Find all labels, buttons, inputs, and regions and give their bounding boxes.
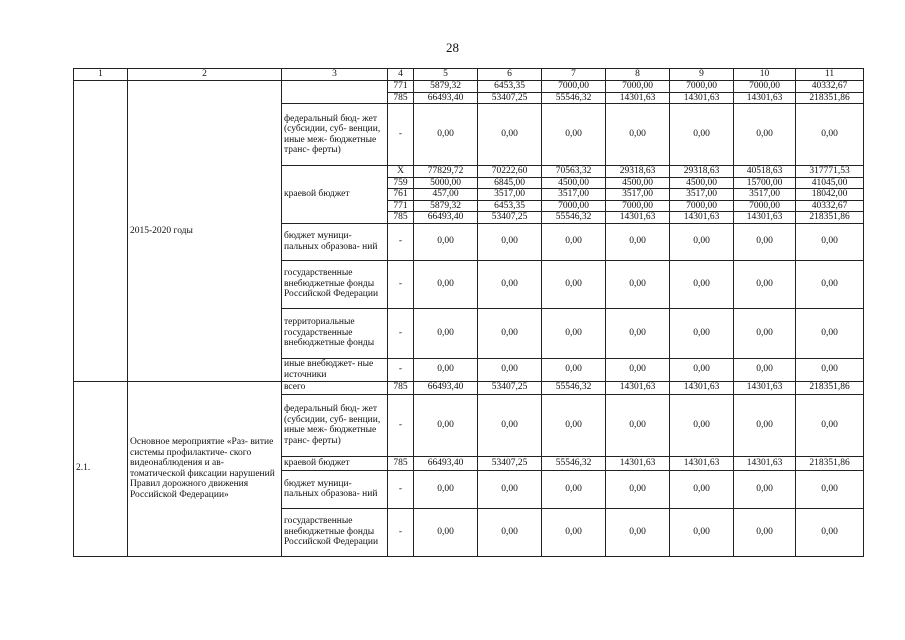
item-period: 2015-2020 годы bbox=[128, 81, 282, 382]
value-cell: 0,00 bbox=[796, 394, 864, 456]
value-cell: 218351,86 bbox=[796, 92, 864, 104]
value-cell: 55546,32 bbox=[542, 212, 606, 224]
value-cell: 0,00 bbox=[414, 104, 478, 166]
value-cell: 7000,00 bbox=[734, 81, 796, 93]
value-cell: 53407,25 bbox=[478, 381, 542, 394]
value-cell: 3517,00 bbox=[542, 189, 606, 201]
value-cell: 0,00 bbox=[606, 394, 670, 456]
value-cell: 6845,00 bbox=[478, 177, 542, 189]
value-cell: 14301,63 bbox=[734, 456, 796, 470]
value-cell: 4500,00 bbox=[670, 177, 734, 189]
value-cell: 66493,40 bbox=[414, 456, 478, 470]
value-cell: 14301,63 bbox=[670, 381, 734, 394]
item-number: 2.1. bbox=[74, 381, 128, 556]
table-row bbox=[74, 81, 864, 93]
value-cell: 14301,63 bbox=[734, 381, 796, 394]
value-cell: 77829,72 bbox=[414, 166, 478, 178]
value-cell: 55546,32 bbox=[542, 381, 606, 394]
kbk-code: 785 bbox=[388, 381, 414, 394]
item-number bbox=[74, 81, 128, 382]
value-cell: 0,00 bbox=[542, 260, 606, 308]
source-label: территориальные государственные внебюджетные фонды bbox=[282, 308, 388, 358]
source-label: всего bbox=[282, 381, 388, 394]
value-cell: 14301,63 bbox=[606, 381, 670, 394]
value-cell: 0,00 bbox=[670, 394, 734, 456]
column-header: 10 bbox=[734, 69, 796, 81]
kbk-code: - bbox=[388, 508, 414, 556]
value-cell: 0,00 bbox=[734, 223, 796, 260]
source-label: государственные внебюджетные фонды Российской Федерации bbox=[282, 508, 388, 556]
value-cell: 3517,00 bbox=[606, 189, 670, 201]
kbk-code: - bbox=[388, 104, 414, 166]
value-cell: 0,00 bbox=[414, 308, 478, 358]
kbk-code: - bbox=[388, 260, 414, 308]
kbk-code: 761 bbox=[388, 189, 414, 201]
kbk-code: 785 bbox=[388, 92, 414, 104]
value-cell: 40332,67 bbox=[796, 200, 864, 212]
value-cell: 457,00 bbox=[414, 189, 478, 201]
source-label: краевой бюджет bbox=[282, 166, 388, 224]
value-cell: 6453,35 bbox=[478, 200, 542, 212]
table-row bbox=[74, 381, 864, 394]
value-cell: 0,00 bbox=[796, 470, 864, 508]
column-header: 1 bbox=[74, 69, 128, 81]
value-cell: 5879,32 bbox=[414, 81, 478, 93]
column-header: 11 bbox=[796, 69, 864, 81]
source-label: федеральный бюд- жет (субсидии, суб- венции, иные меж- бюджетные транс- ферты) bbox=[282, 104, 388, 166]
value-cell: 0,00 bbox=[606, 223, 670, 260]
value-cell: 0,00 bbox=[670, 308, 734, 358]
value-cell: 0,00 bbox=[478, 394, 542, 456]
value-cell: 55546,32 bbox=[542, 92, 606, 104]
value-cell: 0,00 bbox=[606, 508, 670, 556]
value-cell: 0,00 bbox=[734, 470, 796, 508]
kbk-code: 785 bbox=[388, 212, 414, 224]
value-cell: 0,00 bbox=[414, 223, 478, 260]
value-cell: 5000,00 bbox=[414, 177, 478, 189]
value-cell: 0,00 bbox=[542, 223, 606, 260]
column-header-row bbox=[74, 69, 864, 81]
column-header: 8 bbox=[606, 69, 670, 81]
value-cell: 7000,00 bbox=[542, 200, 606, 212]
value-cell: 14301,63 bbox=[670, 212, 734, 224]
value-cell: 0,00 bbox=[670, 223, 734, 260]
value-cell: 0,00 bbox=[542, 508, 606, 556]
value-cell: 0,00 bbox=[478, 104, 542, 166]
value-cell: 218351,86 bbox=[796, 381, 864, 394]
value-cell: 0,00 bbox=[796, 358, 864, 381]
value-cell: 14301,63 bbox=[734, 212, 796, 224]
value-cell: 3517,00 bbox=[734, 189, 796, 201]
budget-table bbox=[73, 68, 864, 557]
item-title: Основное мероприятие «Раз- витие системы профилактиче- ского видеонаблюдения и ав- томатической фиксации нарушений Правил дорожного движения Российской Федерации» bbox=[128, 381, 282, 556]
value-cell: 218351,86 bbox=[796, 212, 864, 224]
value-cell: 7000,00 bbox=[670, 81, 734, 93]
value-cell: 14301,63 bbox=[606, 92, 670, 104]
value-cell: 66493,40 bbox=[414, 92, 478, 104]
value-cell: 3517,00 bbox=[670, 189, 734, 201]
value-cell: 0,00 bbox=[734, 508, 796, 556]
value-cell: 0,00 bbox=[542, 104, 606, 166]
value-cell: 40332,67 bbox=[796, 81, 864, 93]
column-header: 7 bbox=[542, 69, 606, 81]
value-cell: 0,00 bbox=[414, 508, 478, 556]
value-cell: 0,00 bbox=[478, 470, 542, 508]
value-cell: 53407,25 bbox=[478, 456, 542, 470]
source-label: государственные внебюджетные фонды Российской Федерации bbox=[282, 260, 388, 308]
value-cell: 0,00 bbox=[796, 260, 864, 308]
value-cell: 70563,32 bbox=[542, 166, 606, 178]
value-cell: 14301,63 bbox=[734, 92, 796, 104]
value-cell: 7000,00 bbox=[606, 200, 670, 212]
value-cell: 4500,00 bbox=[542, 177, 606, 189]
value-cell: 3517,00 bbox=[478, 189, 542, 201]
value-cell: 5879,32 bbox=[414, 200, 478, 212]
column-header: 6 bbox=[478, 69, 542, 81]
value-cell: 41045,00 bbox=[796, 177, 864, 189]
value-cell: 0,00 bbox=[414, 394, 478, 456]
kbk-code: 771 bbox=[388, 81, 414, 93]
value-cell: 0,00 bbox=[796, 104, 864, 166]
kbk-code: 785 bbox=[388, 456, 414, 470]
value-cell: 6453,35 bbox=[478, 81, 542, 93]
column-header: 3 bbox=[282, 69, 388, 81]
value-cell: 0,00 bbox=[478, 308, 542, 358]
value-cell: 14301,63 bbox=[606, 456, 670, 470]
value-cell: 0,00 bbox=[734, 358, 796, 381]
value-cell: 18042,00 bbox=[796, 189, 864, 201]
value-cell: 0,00 bbox=[734, 394, 796, 456]
value-cell: 0,00 bbox=[734, 104, 796, 166]
kbk-code: - bbox=[388, 358, 414, 381]
value-cell: 0,00 bbox=[414, 358, 478, 381]
value-cell: 0,00 bbox=[670, 508, 734, 556]
value-cell: 0,00 bbox=[796, 308, 864, 358]
source-label: бюджет муници- пальных образова- ний bbox=[282, 470, 388, 508]
kbk-code: - bbox=[388, 308, 414, 358]
value-cell: 0,00 bbox=[670, 104, 734, 166]
source-label: федеральный бюд- жет (субсидии, суб- венции, иные меж- бюджетные транс- ферты) bbox=[282, 394, 388, 456]
value-cell: 14301,63 bbox=[670, 456, 734, 470]
value-cell: 4500,00 bbox=[606, 177, 670, 189]
value-cell: 0,00 bbox=[414, 260, 478, 308]
kbk-code: 771 bbox=[388, 200, 414, 212]
kbk-code: X bbox=[388, 166, 414, 178]
value-cell: 0,00 bbox=[478, 260, 542, 308]
column-header: 2 bbox=[128, 69, 282, 81]
value-cell: 0,00 bbox=[734, 308, 796, 358]
kbk-code: - bbox=[388, 394, 414, 456]
value-cell: 0,00 bbox=[796, 508, 864, 556]
value-cell: 0,00 bbox=[670, 358, 734, 381]
value-cell: 53407,25 bbox=[478, 212, 542, 224]
value-cell: 0,00 bbox=[478, 223, 542, 260]
value-cell: 218351,86 bbox=[796, 456, 864, 470]
value-cell: 7000,00 bbox=[542, 81, 606, 93]
value-cell: 53407,25 bbox=[478, 92, 542, 104]
page-number: 28 bbox=[446, 40, 459, 55]
value-cell: 7000,00 bbox=[606, 81, 670, 93]
value-cell: 55546,32 bbox=[542, 456, 606, 470]
value-cell: 29318,63 bbox=[670, 166, 734, 178]
value-cell: 0,00 bbox=[734, 260, 796, 308]
value-cell: 0,00 bbox=[606, 308, 670, 358]
value-cell: 40518,63 bbox=[734, 166, 796, 178]
value-cell: 0,00 bbox=[478, 358, 542, 381]
value-cell: 15700,00 bbox=[734, 177, 796, 189]
value-cell: 70222,60 bbox=[478, 166, 542, 178]
source-label: краевой бюджет bbox=[282, 456, 388, 470]
value-cell: 0,00 bbox=[542, 394, 606, 456]
value-cell: 66493,40 bbox=[414, 381, 478, 394]
value-cell: 0,00 bbox=[542, 308, 606, 358]
kbk-code: - bbox=[388, 223, 414, 260]
value-cell: 29318,63 bbox=[606, 166, 670, 178]
value-cell: 14301,63 bbox=[606, 212, 670, 224]
value-cell: 0,00 bbox=[670, 260, 734, 308]
value-cell: 7000,00 bbox=[734, 200, 796, 212]
value-cell: 0,00 bbox=[606, 104, 670, 166]
kbk-code: 759 bbox=[388, 177, 414, 189]
column-header: 9 bbox=[670, 69, 734, 81]
value-cell: 317771,53 bbox=[796, 166, 864, 178]
value-cell: 0,00 bbox=[796, 223, 864, 260]
source-label bbox=[282, 81, 388, 104]
value-cell: 0,00 bbox=[414, 470, 478, 508]
value-cell: 0,00 bbox=[606, 260, 670, 308]
value-cell: 0,00 bbox=[542, 358, 606, 381]
value-cell: 0,00 bbox=[542, 470, 606, 508]
value-cell: 14301,63 bbox=[670, 92, 734, 104]
source-label: иные внебюджет- ные источники bbox=[282, 358, 388, 381]
value-cell: 0,00 bbox=[606, 470, 670, 508]
value-cell: 0,00 bbox=[670, 470, 734, 508]
value-cell: 7000,00 bbox=[670, 200, 734, 212]
value-cell: 0,00 bbox=[478, 508, 542, 556]
value-cell: 66493,40 bbox=[414, 212, 478, 224]
kbk-code: - bbox=[388, 470, 414, 508]
source-label: бюджет муници- пальных образова- ний bbox=[282, 223, 388, 260]
column-header: 4 bbox=[388, 69, 414, 81]
value-cell: 0,00 bbox=[606, 358, 670, 381]
column-header: 5 bbox=[414, 69, 478, 81]
